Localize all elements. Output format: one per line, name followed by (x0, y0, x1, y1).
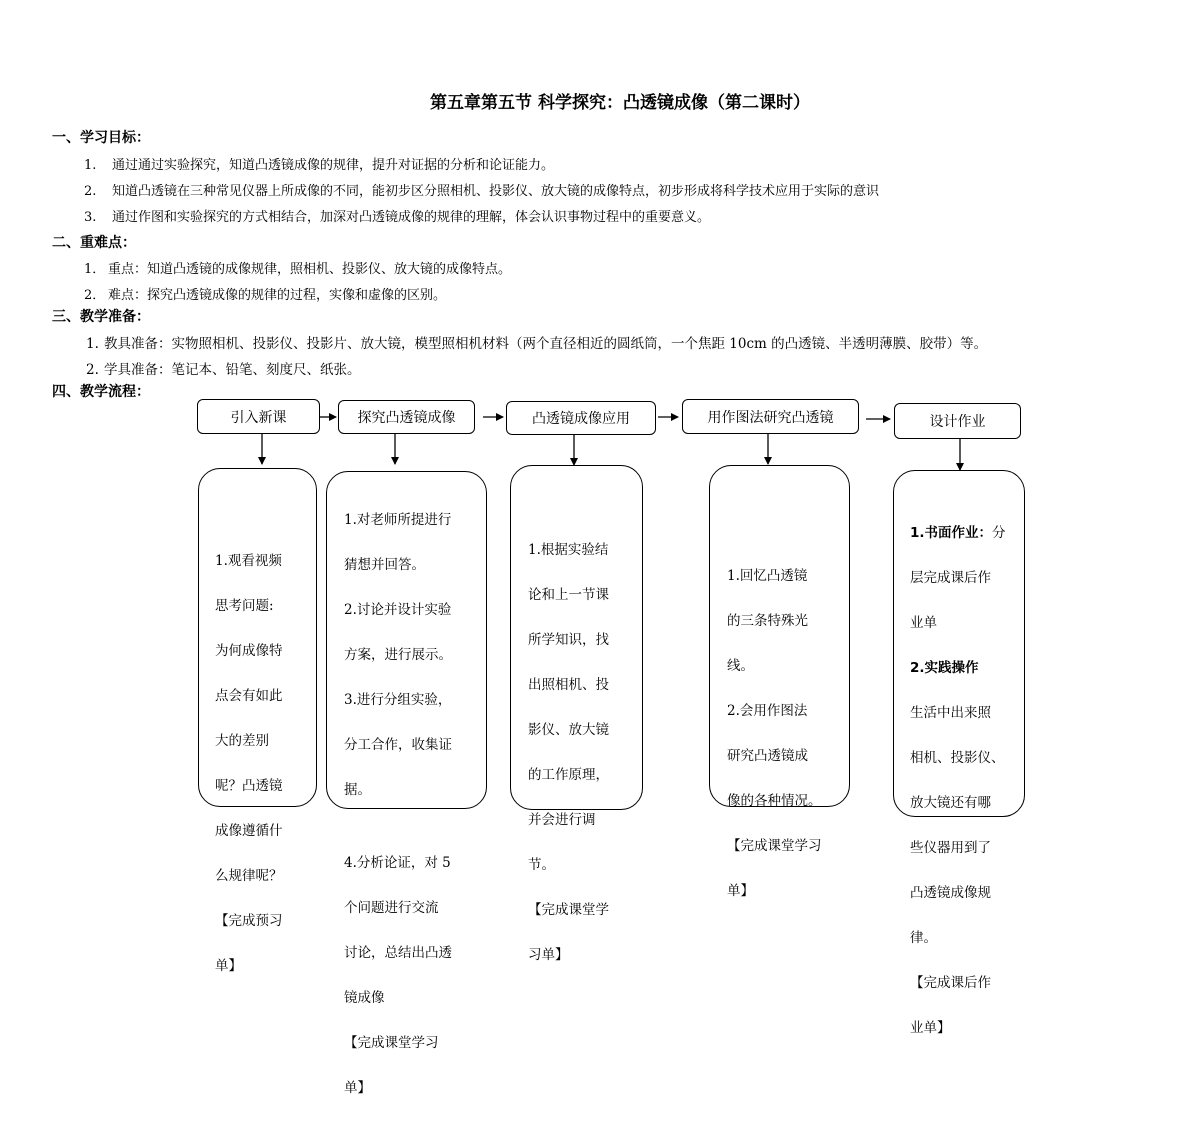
homework-2-title: 2.实践操作 (910, 659, 979, 676)
detail-line: 思考问题: (215, 597, 274, 614)
detail-line: 个问题进行交流 (344, 900, 439, 916)
detail-line: 镜成像 (344, 990, 385, 1006)
flow-step-application: 凸透镜成像应用 (506, 401, 656, 435)
item-number: 1． (84, 262, 106, 277)
preparation-heading: 三、教学准备： (52, 309, 150, 325)
detail-line: 些仪器用到了 (910, 839, 991, 856)
detail-line: 成像遵循什 (215, 822, 283, 839)
detail-text-application (528, 516, 609, 989)
detail-line: 讨论，总结出凸透 (344, 945, 452, 961)
detail-line: 1.根据实验结 (528, 541, 609, 558)
objectives-heading: 一、学习目标： (52, 130, 150, 146)
detail-line: 论和上一节课 (528, 586, 609, 603)
detail-line: 并会进行调 (528, 811, 596, 828)
homework-1-title-line (910, 522, 1006, 545)
detail-line: 的三条特殊光 (727, 612, 808, 629)
detail-line: 分工合作，收集证 (344, 736, 452, 753)
detail-card-application (510, 465, 643, 963)
detail-card-drawing (709, 465, 850, 899)
detail-line: 3.进行分组实验， (344, 691, 452, 708)
detail-line: 的工作原理， (528, 766, 609, 783)
item-number: 2. (86, 362, 99, 378)
detail-line: 影仪、放大镜 (528, 721, 609, 738)
detail-line: 大的差别 (215, 732, 269, 749)
flow-step-intro: 引入新课 (197, 399, 320, 434)
detail-line: 为何成像特 (215, 642, 283, 659)
detail-line: 1.观看视频 (215, 552, 282, 569)
detail-line: 放大镜还有哪 (910, 794, 991, 811)
item-text: 教具准备：实物照相机、投影仪、投影片、放大镜，模型照相机材料（两个直径相近的圆纸筒，一个焦距 10cm 的凸透镜、半透明薄膜、胶带）等。 (104, 336, 988, 352)
detail-line: 层完成课后作 (910, 569, 991, 586)
detail-line: 节。 (528, 856, 555, 873)
detail-line: 【完成课堂学 (528, 901, 609, 918)
detail-line: 单】 (215, 957, 242, 974)
page-title: 第五章第五节 科学探究：凸透镜成像（第二课时） (430, 93, 810, 113)
detail-line: 所学知识，找 (528, 631, 609, 648)
detail-card-explore (326, 471, 487, 1096)
detail-line: 凸透镜成像规 (910, 884, 991, 901)
detail-line: 业单 (910, 614, 937, 631)
detail-line: 2.讨论并设计实验 (344, 601, 452, 618)
detail-line: 单】 (344, 1080, 371, 1096)
detail-line: 么规律呢？ (215, 867, 283, 884)
key-points-heading: 二、重难点： (52, 235, 136, 251)
detail-line: 分 (992, 524, 1006, 541)
flow-step-explore: 探究凸透镜成像 (338, 400, 475, 434)
detail-text-explore (344, 486, 452, 1122)
detail-line: 【完成课后作 (910, 974, 991, 991)
detail-line: 【完成预习 (215, 912, 283, 929)
detail-line: 线。 (727, 657, 754, 674)
detail-line: 单】 (727, 882, 754, 899)
detail-line: 点会有如此 (215, 687, 283, 704)
detail-line: 猜想并回答。 (344, 556, 425, 573)
item-number: 1. (84, 158, 97, 173)
detail-line: 习单】 (528, 946, 569, 963)
detail-line: 据。 (344, 781, 371, 798)
detail-card-homework (893, 470, 1025, 1036)
detail-line: 出照相机、投 (528, 676, 609, 693)
detail-line: 2.会用作图法 (727, 702, 808, 719)
detail-card-intro (198, 468, 317, 974)
item-number: 2. (84, 184, 97, 199)
detail-line: 像的各种情况。 (727, 792, 822, 809)
item-text: 知道凸透镜在三种常见仪器上所成像的不同，能初步区分照相机、投影仪、放大镜的成像特点，初步形成将科学技术应用于实际的意识 (112, 184, 880, 199)
item-number: 1. (86, 336, 99, 352)
detail-text-homework (910, 499, 1006, 1062)
detail-line: 研究凸透镜成 (727, 747, 808, 764)
detail-line: 【完成课堂学习 (344, 1035, 439, 1051)
item-text: 学具准备：笔记本、铅笔、刻度尺、纸张。 (104, 362, 361, 378)
detail-text-drawing (727, 542, 822, 925)
item-text: 难点：探究凸透镜成像的规律的过程，实像和虚像的区别。 (108, 288, 447, 303)
detail-text-intro (215, 527, 283, 1000)
detail-line: 相机、投影仪、 (910, 749, 1005, 766)
detail-line: 1.回忆凸透镜 (727, 567, 808, 584)
item-number: 2． (84, 288, 106, 303)
item-number: 3. (84, 210, 97, 225)
process-heading: 四、教学流程： (52, 384, 150, 400)
detail-line: 呢？凸透镜 (215, 777, 283, 794)
homework-1-title: 1.书面作业： (910, 524, 993, 541)
item-text: 通过作图和实验探究的方式相结合，加深对凸透镜成像的规律的理解，体会认识事物过程中的重要意义。 (112, 210, 711, 225)
detail-line: 律。 (910, 929, 937, 946)
item-text: 通过通过实验探究，知道凸透镜成像的规律，提升对证据的分析和论证能力。 (112, 158, 555, 173)
flow-step-homework: 设计作业 (894, 403, 1021, 439)
detail-line: 业单】 (910, 1019, 951, 1036)
detail-line: 方案，进行展示。 (344, 646, 452, 663)
detail-line: 4.分析论证，对 5 (344, 855, 451, 871)
detail-line: 1.对老师所提进行 (344, 511, 452, 528)
item-text: 重点：知道凸透镜的成像规律，照相机、投影仪、放大镜的成像特点。 (108, 262, 512, 277)
detail-line: 【完成课堂学习 (727, 837, 822, 854)
flow-step-drawing: 用作图法研究凸透镜 (682, 399, 859, 434)
detail-line: 生活中出来照 (910, 704, 991, 721)
